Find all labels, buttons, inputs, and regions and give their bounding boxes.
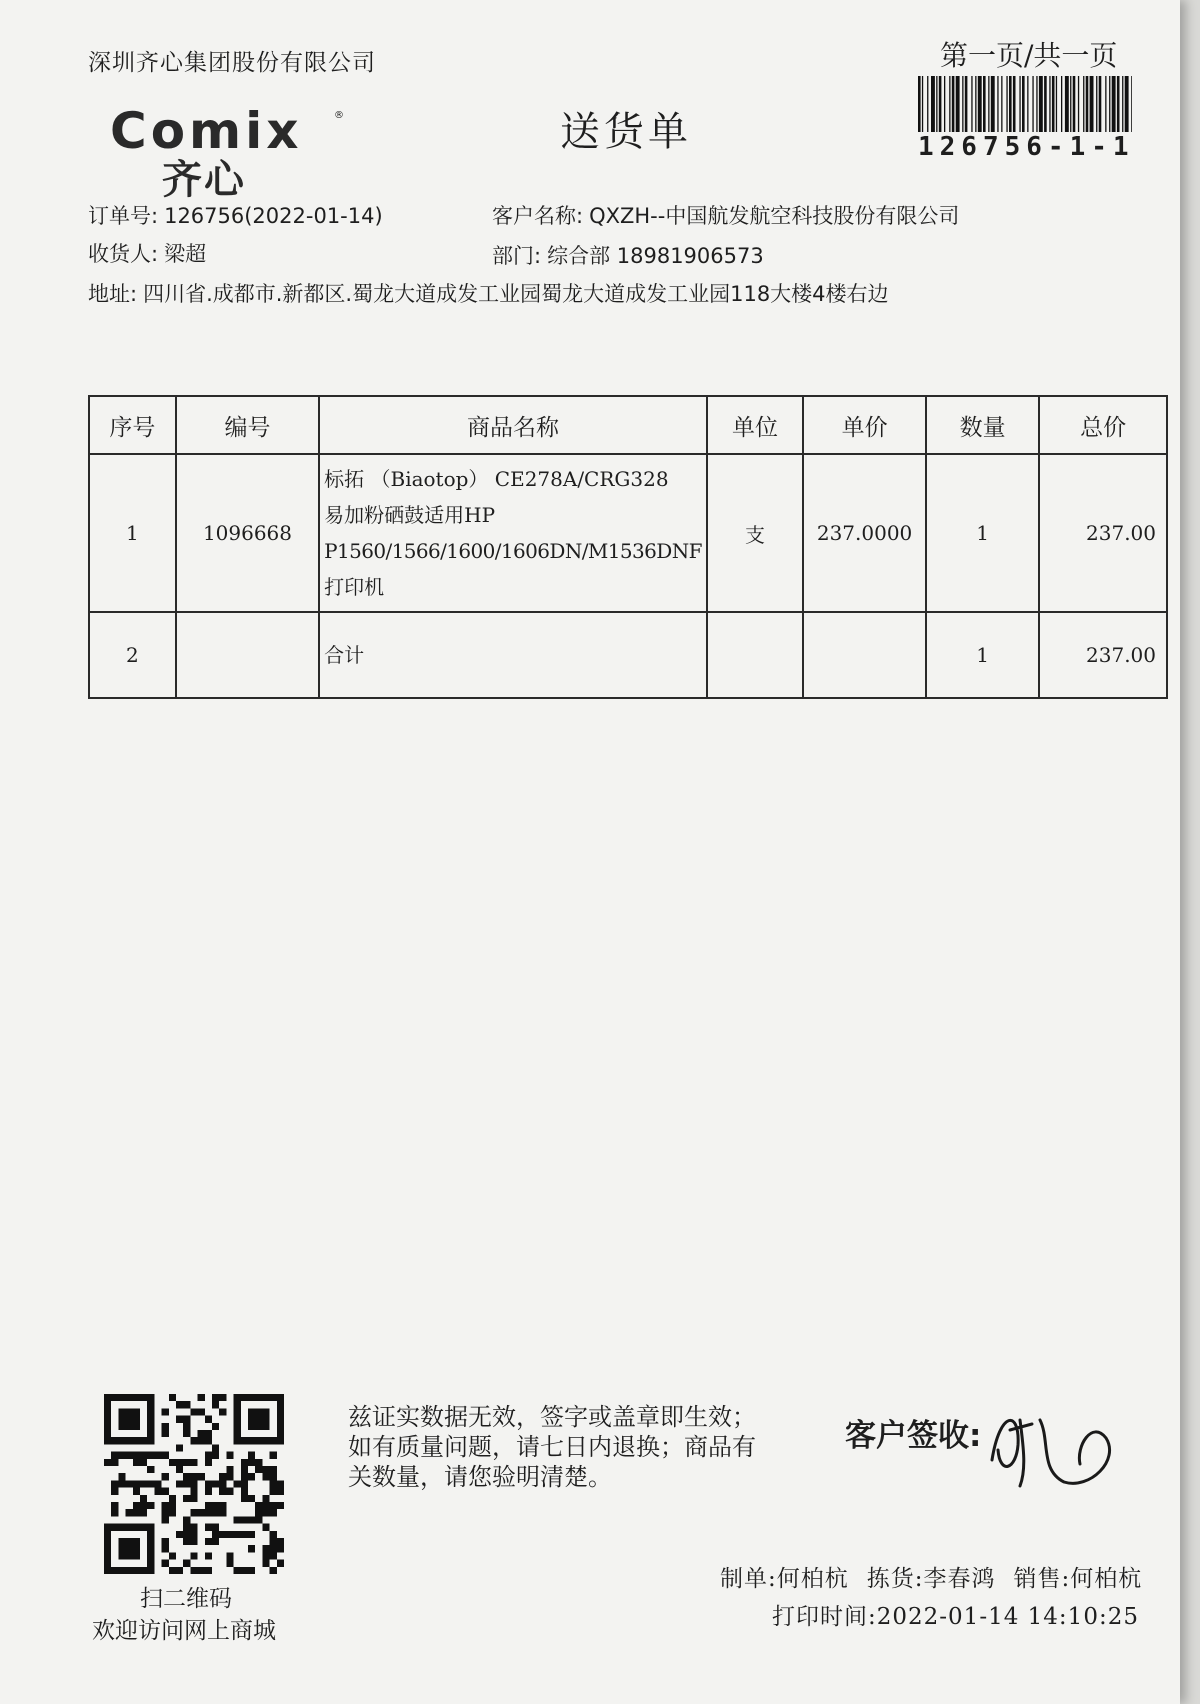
receiver-field — [88, 238, 206, 268]
registered-mark-icon: ® — [334, 110, 344, 121]
customer-label: 客户名称: — [492, 204, 584, 228]
cell-product-name — [319, 454, 707, 612]
header-unit: 单位 — [707, 396, 803, 454]
cell-price — [803, 612, 926, 698]
signature-icon — [980, 1390, 1140, 1500]
department-label: 部门: — [492, 244, 542, 268]
logo-text-cn: 齐心 — [162, 157, 246, 203]
table-row — [89, 612, 1167, 698]
product-name-line: 打印机 — [324, 575, 385, 599]
cell-qty: 1 — [926, 612, 1039, 698]
customer-field — [492, 200, 959, 230]
header-name: 商品名称 — [319, 396, 707, 454]
logo-text-en: Comix — [110, 102, 303, 160]
cell-qty: 1 — [926, 454, 1039, 612]
barcode-number: 126756-1-1 — [918, 132, 1135, 162]
address-value: 四川省.成都市.新都区.蜀龙大道成发工业园蜀龙大道成发工业园118大楼4楼右边 — [143, 282, 889, 306]
product-name-line: 标拓 （Biaotop） CE278A/CRG328 — [324, 467, 669, 491]
cell-seq: 2 — [89, 612, 176, 698]
qr-code-icon[interactable] — [104, 1394, 284, 1574]
cell-total: 237.00 — [1039, 454, 1167, 612]
page-info: 第一页/共一页 — [940, 39, 1118, 72]
company-logo — [110, 102, 344, 203]
cell-unit: 支 — [707, 454, 803, 612]
notice-text: 兹证实数据无效，签字或盖章即生效；如有质量问题，请七日内退换；商品有关数量，请您验明清楚。 — [348, 1403, 756, 1491]
document-title: 送货单 — [560, 109, 692, 155]
picker: 拣货:李春鸿 — [866, 1566, 996, 1592]
header-code: 编号 — [176, 396, 319, 454]
qr-caption: 扫二维码 — [140, 1586, 232, 1612]
cell-price: 237.0000 — [803, 454, 926, 612]
receiver-value: 梁超 — [164, 242, 207, 266]
customer-value: QXZH--中国航发航空科技股份有限公司 — [589, 204, 960, 228]
maker: 制单:何柏杭 — [720, 1566, 849, 1592]
table-row — [89, 454, 1167, 612]
product-name-line: 合计 — [324, 643, 365, 667]
header-seq: 序号 — [89, 396, 176, 454]
cell-seq: 1 — [89, 454, 176, 612]
order-number-label: 订单号: — [88, 204, 159, 228]
department-value: 综合部 18981906573 — [547, 244, 764, 268]
order-number-field — [88, 200, 383, 230]
cell-code — [176, 612, 319, 698]
cell-product-name — [319, 612, 707, 698]
header-price: 单价 — [803, 396, 926, 454]
cell-code: 1096668 — [176, 454, 319, 612]
address-label: 地址: — [88, 282, 138, 306]
header-total: 总价 — [1039, 396, 1167, 454]
product-name-line: P1560/1566/1600/1606DN/M1536DNF — [324, 539, 702, 563]
company-name: 深圳齐心集团股份有限公司 — [88, 50, 376, 76]
sales: 销售:何柏杭 — [1013, 1566, 1143, 1592]
order-number-value: 126756(2022-01-14) — [164, 204, 383, 228]
header-qty: 数量 — [926, 396, 1039, 454]
print-time: 打印时间:2022-01-14 14:10:25 — [772, 1604, 1139, 1630]
department-field — [492, 240, 764, 270]
table-header-row — [89, 396, 1167, 454]
customer-sign-label: 客户签收: — [845, 1418, 982, 1454]
address-field — [88, 278, 889, 308]
cell-unit — [707, 612, 803, 698]
cell-total: 237.00 — [1039, 612, 1167, 698]
product-name-line: 易加粉硒鼓适用HP — [324, 503, 496, 527]
receiver-label: 收货人: — [88, 242, 159, 266]
items-table — [88, 395, 1168, 699]
staff-info — [720, 1560, 1160, 1593]
qr-caption-mall: 欢迎访问网上商城 — [92, 1618, 276, 1644]
barcode-icon — [918, 76, 1132, 132]
